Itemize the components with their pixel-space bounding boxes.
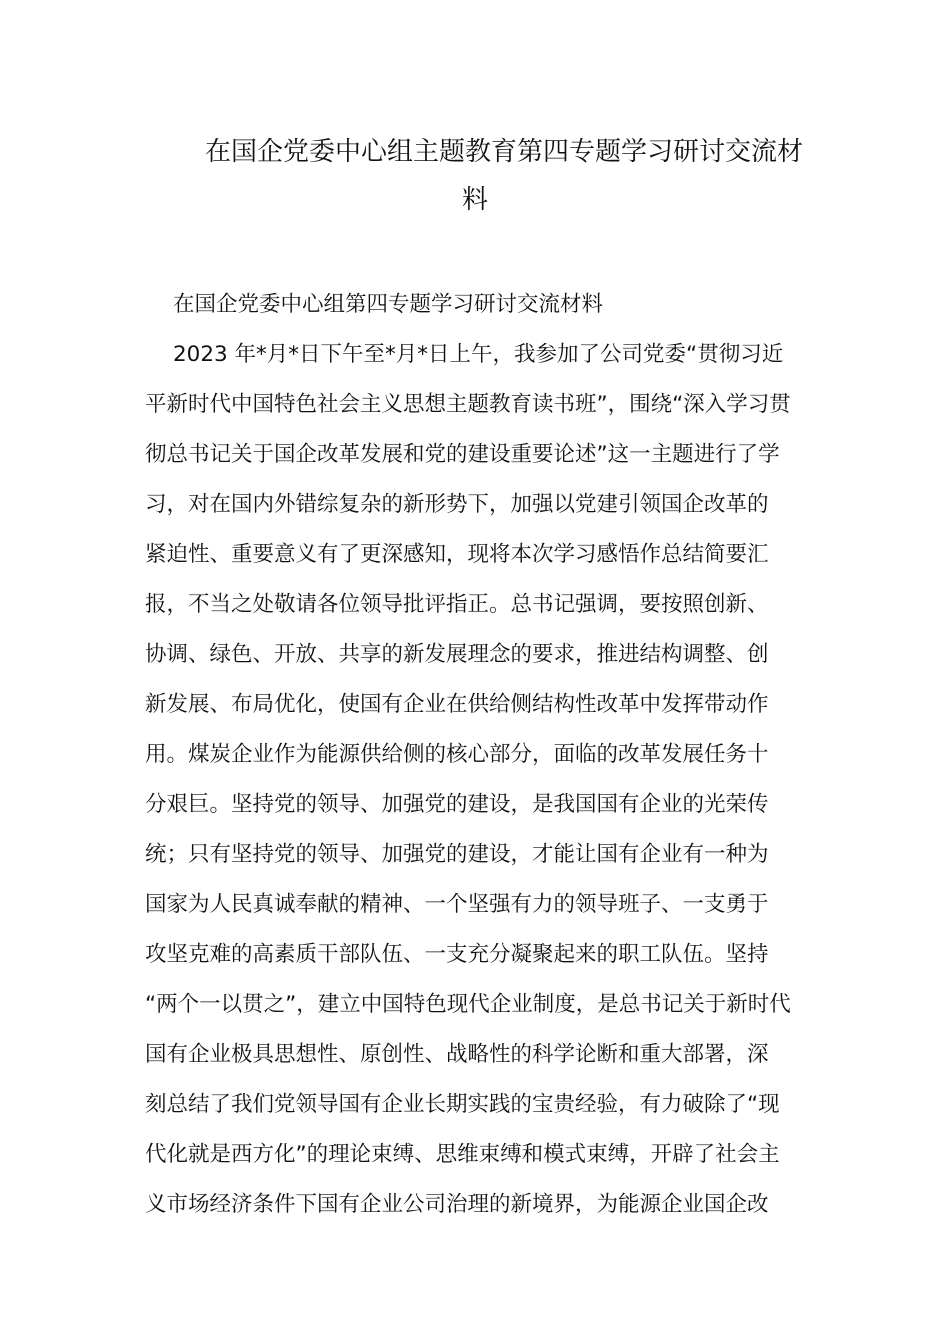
paragraph-line: 统；只有坚持党的领导、加强党的建设，才能让国有企业有一种为 <box>145 842 769 867</box>
paragraph-line: “两个一以贯之”，建立中国特色现代企业制度，是总书记关于新时代 <box>145 992 791 1017</box>
paragraph-line: 协调、绿色、开放、共享的新发展理念的要求，推进结构调整、创 <box>145 642 769 667</box>
paragraph-line: 新发展、布局优化，使国有企业在供给侧结构性改革中发挥带动作 <box>145 692 769 717</box>
document-title <box>145 128 805 224</box>
paragraph-line: 彻总书记关于国企改革发展和党的建设重要论述”这一主题进行了学 <box>145 442 780 467</box>
paragraph-line: 攻坚克难的高素质干部队伍、一支充分凝聚起来的职工队伍。坚持 <box>145 942 769 967</box>
title-line: 料 <box>461 185 488 215</box>
paragraph-line: 2023 年*月*日下午至*月*日上午，我参加了公司党委“贯彻习近 <box>173 342 784 367</box>
title-line: 在国企党委中心组主题教育第四专题学习研讨交流材 <box>205 137 804 167</box>
paragraph-line: 用。煤炭企业作为能源供给侧的核心部分，面临的改革发展任务十 <box>145 742 769 767</box>
paragraph-line: 平新时代中国特色社会主义思想主题教育读书班”，围绕“深入学习贯 <box>145 392 791 417</box>
paragraph-line: 分艰巨。坚持党的领导、加强党的建设，是我国国有企业的光荣传 <box>145 792 769 817</box>
paragraph-line: 国有企业极具思想性、原创性、战略性的科学论断和重大部署，深 <box>145 1042 769 1067</box>
paragraph-line: 代化就是西方化”的理论束缚、思维束缚和模式束缚，开辟了社会主 <box>145 1142 780 1167</box>
paragraph-line: 刻总结了我们党领导国有企业长期实践的宝贵经验，有力破除了“现 <box>145 1092 780 1117</box>
document-body <box>145 280 810 1230</box>
subtitle-line: 在国企党委中心组第四专题学习研讨交流材料 <box>173 292 604 317</box>
paragraph-line: 义市场经济条件下国有企业公司治理的新境界，为能源企业国企改 <box>145 1192 769 1217</box>
paragraph-line: 紧迫性、重要意义有了更深感知，现将本次学习感悟作总结简要汇 <box>145 542 769 567</box>
paragraph-line: 国家为人民真诚奉献的精神、一个坚强有力的领导班子、一支勇于 <box>145 892 769 917</box>
paragraph-line: 习，对在国内外错综复杂的新形势下，加强以党建引领国企改革的 <box>145 492 769 517</box>
paragraph-line: 报，不当之处敬请各位领导批评指正。总书记强调，要按照创新、 <box>145 592 769 617</box>
